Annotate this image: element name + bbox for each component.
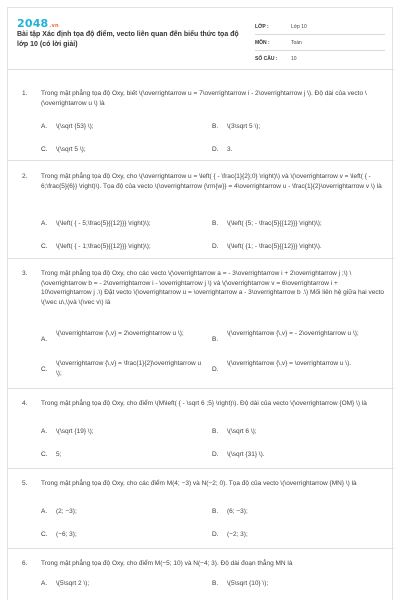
question-item	[8, 468, 394, 548]
option-text: \(\sqrt 6 \);	[227, 428, 257, 435]
document-header	[8, 8, 394, 70]
option-letter: A.	[41, 508, 48, 515]
exam-page	[7, 7, 393, 600]
meta-label: SỐ CÂU :	[255, 56, 278, 62]
logo-main: 2048	[17, 17, 49, 30]
option-letter: D.	[212, 146, 219, 153]
question-text: Trong mặt phẳng tọa độ Oxy, cho \(\overrightarrow u = \left( { - \frac{1}{2};0} \right)\) và \(\overrightarrow v = \left( { - 6;\frac{5}{6}} \right)\). Tọa độ của vecto \(\overrightarrow {\rm{w}} = 4\overrightarrow u - \frac{1}{2}\overrightarrow v \) là	[41, 173, 382, 190]
option-text: \(\overrightarrow {\,v} = \overrightarrow u \).	[227, 360, 352, 367]
option-letter: D.	[212, 366, 219, 373]
question-text: Trong mặt phẳng tọa độ Oxy, biết \(\overrightarrow u = 7\overrightarrow i - 2\overrightarrow j \). Độ dài của vecto \(\overrightarrow u \) là	[41, 90, 367, 107]
question-text: Trong mặt phẳng tọa độ Oxy, cho điểm M(−5; 10) và N(−4; 3). Độ dài đoạn thẳng MN là	[41, 560, 293, 567]
option-letter: B.	[212, 220, 219, 227]
option-letter: A.	[41, 428, 48, 435]
option-text: \(\sqrt {31} \).	[227, 451, 265, 458]
option-text: (2; −3);	[56, 508, 77, 515]
option-letter: C.	[41, 243, 48, 250]
option-text: (−2; 3);	[227, 531, 248, 538]
meta-row-count	[255, 51, 385, 67]
option-text: \(5\sqrt {10} \);	[227, 580, 269, 587]
option-letter: D.	[212, 451, 219, 458]
meta-row-class	[255, 19, 385, 35]
option-text: \(\sqrt {53} \);	[56, 123, 94, 130]
logo-tld: .vn	[49, 23, 59, 29]
option-text: \(\sqrt 5 \);	[56, 146, 86, 153]
option-letter: B.	[212, 508, 219, 515]
meta-value: Toán	[291, 39, 302, 46]
question-number: 1.	[22, 90, 28, 97]
option-letter: B.	[212, 428, 219, 435]
option-text: 5;	[56, 451, 62, 458]
option-letter: B.	[212, 336, 219, 343]
option-text: \(\left( { - 1;\frac{5}{{12}}} \right)\);	[56, 243, 151, 250]
option-letter: C.	[41, 366, 48, 373]
meta-row-subject	[255, 35, 385, 51]
option-letter: C.	[41, 451, 48, 458]
option-text: \(\left( {1; - \frac{5}{{12}}} \right)\).	[227, 243, 322, 250]
question-number: 3.	[22, 270, 28, 277]
option-letter: D.	[212, 243, 219, 250]
option-text: \(\left( {5; - \frac{5}{{12}}} \right)\);	[227, 220, 322, 227]
option-text: \(\overrightarrow {\,v} = 2\overrightarrow u \);	[56, 330, 184, 337]
option-letter: A.	[41, 123, 48, 130]
meta-value: 10	[291, 56, 297, 62]
option-text: \(\overrightarrow {\,v} = \frac{1}{2}\overrightarrow u \);	[56, 360, 202, 377]
question-number: 5.	[22, 480, 28, 487]
question-number: 4.	[22, 400, 28, 407]
question-text: Trong mặt phẳng tọa độ Oxy, cho điểm \(M\left( { - \sqrt 6 ;5} \right)\). Độ dài của vecto \(\overrightarrow {OM} \) là	[41, 400, 367, 407]
meta-value: Lớp 10	[291, 23, 307, 30]
option-letter: C.	[41, 531, 48, 538]
option-letter: C.	[41, 146, 48, 153]
site-logo[interactable]	[17, 17, 59, 30]
meta-label: MÔN :	[255, 39, 270, 46]
option-letter: A.	[41, 336, 48, 343]
question-item	[8, 548, 394, 600]
question-item	[8, 388, 394, 468]
document-title: Bài tập Xác định tọa độ điểm, vecto liên quan đến biểu thức tọa độ lớp 10 (có lời giải)	[17, 31, 239, 48]
option-text: (−6; 3);	[56, 531, 77, 538]
option-letter: A.	[41, 220, 48, 227]
document-meta	[255, 19, 385, 67]
option-text: \(5\sqrt 2 \);	[56, 580, 90, 587]
option-text: \(\overrightarrow {\,v} = - 2\overrightarrow u \);	[227, 330, 359, 337]
option-letter: D.	[212, 531, 219, 538]
question-item	[8, 258, 394, 388]
option-text: \(3\sqrt 5 \);	[227, 123, 261, 130]
meta-label: LỚP :	[255, 23, 269, 30]
question-text: Trong mặt phẳng tọa độ Oxy, cho các vecto \(\overrightarrow a = - 3\overrightarrow i + 2\overrightarrow j ;\) \(\overrightarrow b = - 2\overrightarrow i - \overrightarrow j \) và \(\overrightarrow v = 6\overrightarrow i + 10\overrightarrow j .\) Đặt vecto \(\overrightarrow u = \overrightarrow a - 3\overrightarrow b .\) Mối liên hệ giữa hai vecto \(\vec u\,\)và \(\vec v\) là	[41, 270, 385, 306]
option-text: 3.	[227, 146, 233, 153]
option-text: \(\sqrt {19} \);	[56, 428, 94, 435]
question-item	[8, 160, 394, 258]
question-text: Trong mặt phẳng tọa độ Oxy, cho các điểm M(4; −3) và N(−2; 0). Tọa độ của vecto \(\overrightarrow {MN} \) là	[41, 480, 357, 487]
question-number: 2.	[22, 173, 28, 180]
option-letter: B.	[212, 580, 219, 587]
question-number: 6.	[22, 560, 28, 567]
option-text: (6; −3);	[227, 508, 248, 515]
option-letter: B.	[212, 123, 219, 130]
option-text: \(\left( { - 5;\frac{5}{{12}}} \right)\);	[56, 220, 151, 227]
option-letter: A.	[41, 580, 48, 587]
question-item	[8, 70, 394, 160]
